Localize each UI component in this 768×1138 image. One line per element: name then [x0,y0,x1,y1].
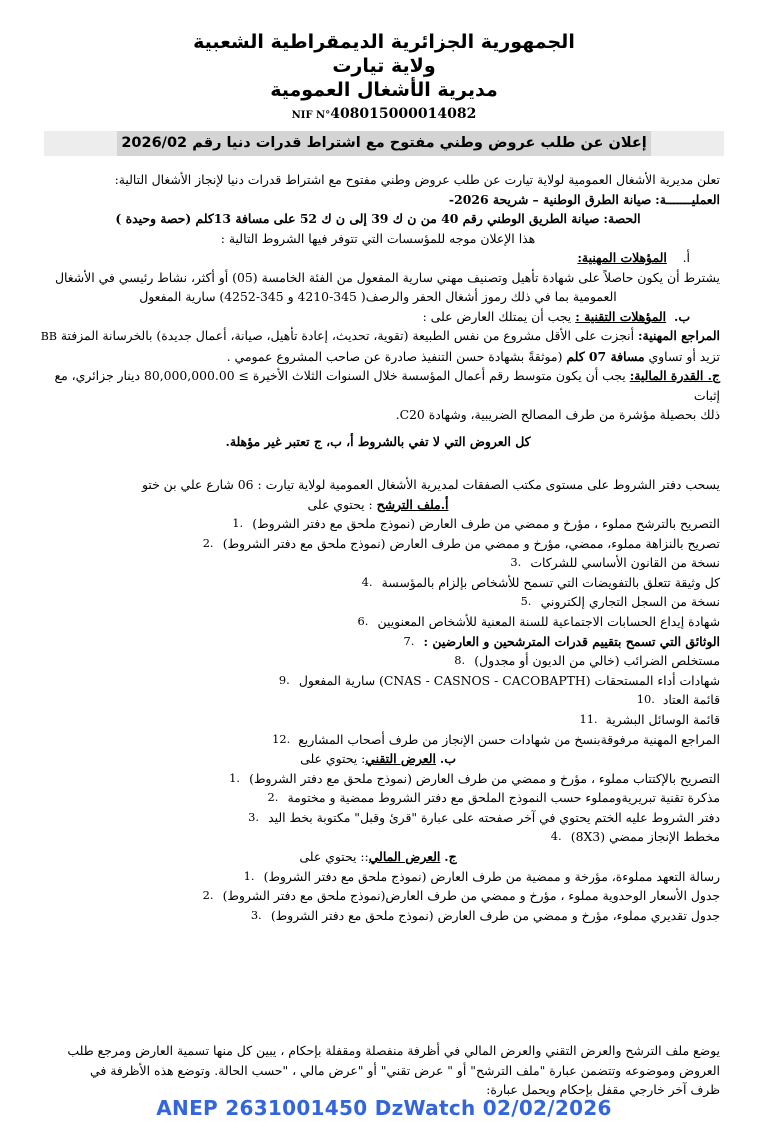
anep-footer: ANEP 2631001450 DzWatch 02/02/2026 [156,1096,612,1120]
candidacy-item-text: كل وثيقة تتعلق بالتفويضات التي تسمح للأشخاص بإلزام بالمؤسسة [381,574,720,590]
candidacy-item-marker: 4. [361,574,373,589]
candidacy-item-text: الوثائق التي تسمح بتقييم قدرات المترشحين و العارضين : [423,633,720,649]
candidacy-item-marker: 3. [510,555,522,570]
nif-number: 408015000014082 [330,106,477,122]
candidacy-item-text: مستخلص الضرائب (خالي من الديون أو مجدول) [474,653,720,669]
candidacy-item-text: شهادة إيداع الحسابات الاجتماعية للسنة المعنية للأشخاص المعنويين [377,613,720,629]
technical-item-text: مذكرة تقنية تبريريةومملوء حسب النموذج الملحق مع دفتر الشروط ممضية و مختومة [287,790,720,806]
references-pre: تزيد أو تساوي [648,348,720,364]
announcement-title: إعلان عن طلب عروض وطني مفتوح مع اشتراط قدرات دنيا رقم 2026/02 [117,131,650,156]
technical-item-text: مخطط الإنجاز ممضي (8X3) [570,829,720,845]
condition-c-line-2: ذلك بحصيلة مؤشرة من طرف المصالح الضريبية، وشهادة C20. [395,407,720,422]
announcement-title-band [44,131,724,156]
condition-a-heading [36,248,720,268]
document-body [0,170,768,1100]
condition-c-label: ج. القدرة المالية: [629,368,720,383]
intro-block [36,170,720,248]
candidacy-item-marker: 12. [272,731,291,746]
list-item [36,690,720,710]
list-item [36,651,720,671]
list-item [36,788,720,808]
professional-references-line-2 [36,347,720,367]
lot-line [36,209,720,229]
spacer [36,925,720,983]
list-item [36,573,720,593]
condition-b-text: يجب أن يمتلك العارض على : [422,308,572,324]
list-item [36,886,720,906]
list-item [36,612,720,632]
candidacy-item-marker: 1. [232,516,244,530]
candidacy-item-marker: 9. [278,672,290,687]
header-wilaya-line: ولاية تيارت [332,55,436,77]
nif-line [0,106,768,122]
candidacy-item-text: المراجع المهنية مرفوقةبنسخ من شهادات حسن الإنجاز من طرف أصحاب المشاريع [298,731,720,747]
financial-heading [36,847,720,867]
candidacy-heading [36,495,720,515]
condition-b-title: المؤهلات التقنية : [575,308,667,324]
list-item [36,730,720,750]
list-item [36,592,720,612]
technical-item-marker: 2. [267,790,279,805]
operation-line [36,190,720,210]
condition-a-title: المؤهلات المهنية: [577,250,667,265]
candidacy-item-text: قائمة العتاد [662,692,720,708]
candidacy-item-text: تصريح بالنزاهة مملوء، ممضي، مؤرخ و ممضي من طرف العارض (نموذج ملحق مع دفتر الشروط) [222,535,720,551]
technical-heading [36,749,720,769]
lot-value: صيانة الطريق الوطني رقم 40 من ن ك 39 إلى ن ك 52 على مسافة 13كلم (حصة وحيدة ) [115,211,600,226]
financial-item-marker: 1. [243,868,255,883]
candidacy-list [36,514,720,749]
candidacy-item-marker: 11. [579,711,598,726]
professional-references-line-1 [36,326,720,347]
technical-heading-marker: ب. [439,751,456,767]
professional-references-label: المراجع المهنية: [637,328,720,343]
addressed-to-line: هذا الإعلان موجه للمؤسسات التي تتوفر فيها الشروط التالية : [220,230,536,246]
technical-item-marker: 3. [248,809,259,824]
financial-item-text: جدول تقديري مملوء، مؤرخ و ممضي من طرف العارض (نموذج ملحق مع دفتر الشروط) [270,907,720,923]
bb-abbreviation: BB [40,330,57,343]
list-item [36,808,720,828]
list-item [36,769,720,789]
financial-item-marker: 2. [202,888,214,903]
operation-value: صيانة الطرق الوطنية – شريحة 2026- [448,191,652,207]
candidacy-item-marker: 10. [636,692,655,707]
technical-item-text: دفتر الشروط عليه الختم يحتوي في آخر صفحته على عبارة "قرئ وقبل" مكتوبة بخط اليد [268,809,720,825]
candidacy-item-marker: 2. [202,535,214,550]
condition-c-line-1 [36,366,720,405]
spacer [36,451,720,475]
list-item [36,867,720,887]
financial-heading-rest: :: يحتوي على [299,849,369,864]
candidacy-item-marker: 7. [403,633,415,648]
list-item [36,514,720,534]
technical-item-marker: 4. [550,829,562,844]
candidacy-item-marker: 6. [357,613,369,628]
professional-references-text-1: أنجزت على الأقل مشروع من نفس الطبيعة (تقوية، تحديث، إعادة تأهيل، صيانة، أعمال جديدة) بالخرسانة المزفتة [60,328,635,343]
candidacy-item-text: نسخة من السجل التجاري إلكتروني [540,594,720,610]
list-item [36,906,720,926]
closing-block [36,1041,720,1100]
list-item [36,671,720,691]
candidacy-heading-underline: أ.ملف الترشح [376,496,449,512]
header-directorate-line: مديرية الأشغال العمومية [270,79,498,101]
condition-a-text-1: يشترط أن يكون حاصلاً على شهادة تأهيل وتصنيف مهني سارية المفعول من الفئة الخامسة (05) أو أكثر، نشاط رئيسي في الأشغال [55,269,720,285]
financial-heading-marker: ج. [444,849,457,864]
condition-b-heading [36,307,720,327]
technical-list [36,769,720,847]
candidacy-item-text: قائمة الوسائل البشرية [605,711,720,727]
references-distance: مسافة 07 كلم [566,348,645,364]
disqualification-warning: كل العروض التي لا تفي بالشروط أ، ب، ج تعتبر غير مؤهلة. [225,433,531,449]
financial-item-marker: 3. [250,907,262,922]
technical-heading-underline: العرض التقني [365,751,436,767]
lot-label: الحصة: [603,211,641,226]
closing-line-2: العروض وموضوعه وتتضمن عبارة "ملف الترشح" أو " عرض تقني" أو "عرض مالي ، "حسب الحالة. وتوضع هذه الأظرفة في [90,1062,720,1078]
conditions-block [36,248,720,451]
list-item [36,632,720,652]
candidacy-item-marker: 5. [520,594,532,609]
withdrawal-line: يسحب دفتر الشروط على مستوى مكتب الصفقات لمديرية الأشغال العمومية لولاية تيارت : 06 شارع علي بن ختو [141,477,720,492]
operation-label: العمليـــــــة: [655,191,720,207]
closing-line-1: يوضع ملف الترشح والعرض التقني والعرض المالي في أظرفة منفصلة ومقفلة بإحكام ، يبين كل منها تسمية العارض ومرجع طلب [67,1043,720,1059]
references-post: (موثقةً بشهادة حسن التنفيذ صادرة عن صاحب المشروع عمومي . [226,348,563,364]
condition-c-text-1: يجب أن يكون متوسط رقم أعمال المؤسسة خلال السنوات الثلاث الأخيرة ≥ 80,000,000.00 دينار جزائري، مع إثبات [54,368,720,403]
candidacy-item-text: نسخة من القانون الأساسي للشركات [530,555,720,571]
closing-line-3: ظرف آخر خارجي مقفل بإحكام ويحمل عبارة: [486,1082,720,1098]
header-country-line: الجمهورية الجزائرية الديمقراطية الشعبية [193,31,575,53]
technical-item-marker: 1. [229,770,241,785]
spacer [36,425,720,432]
financial-heading-underline: العرض المالي [368,849,441,864]
financial-list [36,867,720,926]
list-item [36,553,720,573]
list-item [36,827,720,847]
technical-heading-rest: : يحتوي على [300,751,366,767]
condition-b-marker: ب. [674,308,690,324]
nif-label: NIF N° [291,110,331,121]
document-header [0,0,768,122]
financial-item-text: جدول الأسعار الوحدوية مملوء ، مؤرخ و ممضي من طرف العارض(نموذج ملحق مع دفتر الشروط) [222,888,720,904]
list-item [36,534,720,554]
condition-a-marker: أ. [682,250,690,265]
candidacy-item-text: شهادات أداء المستحقات (CNAS - CASNOS - CACOBAPTH) سارية المفعول [298,672,720,688]
candidacy-item-text: التصريح بالترشح مملوء ، مؤرخ و ممضي من طرف العارض (نموذج ملحق مع دفتر الشروط) [252,516,720,531]
financial-item-text: رسالة التعهد مملوءة، مؤرخة و ممضية من طرف العارض (نموذج ملحق مع دفتر الشروط) [263,868,720,884]
spacer [36,983,720,1041]
intro-paragraph: تعلن مديرية الأشغال العمومية لولاية تيارت عن طلب عروض وطني مفتوح مع اشتراط قدرات دنيا لإنجاز الأشغال التالية: [114,172,720,187]
technical-item-text: التصريح بالإكتتاب مملوء ، مؤرخ و ممضي من طرف العارض (نموذج ملحق مع دفتر الشروط) [249,770,720,786]
candidacy-item-marker: 8. [454,653,466,668]
candidacy-heading-rest: : يحتوي على [307,496,377,512]
condition-a-text-2: العمومية بما في ذلك رموز أشغال الحفر والرصف( 345-4210 و 345-4252) سارية المفعول [139,289,617,304]
list-item [36,710,720,730]
